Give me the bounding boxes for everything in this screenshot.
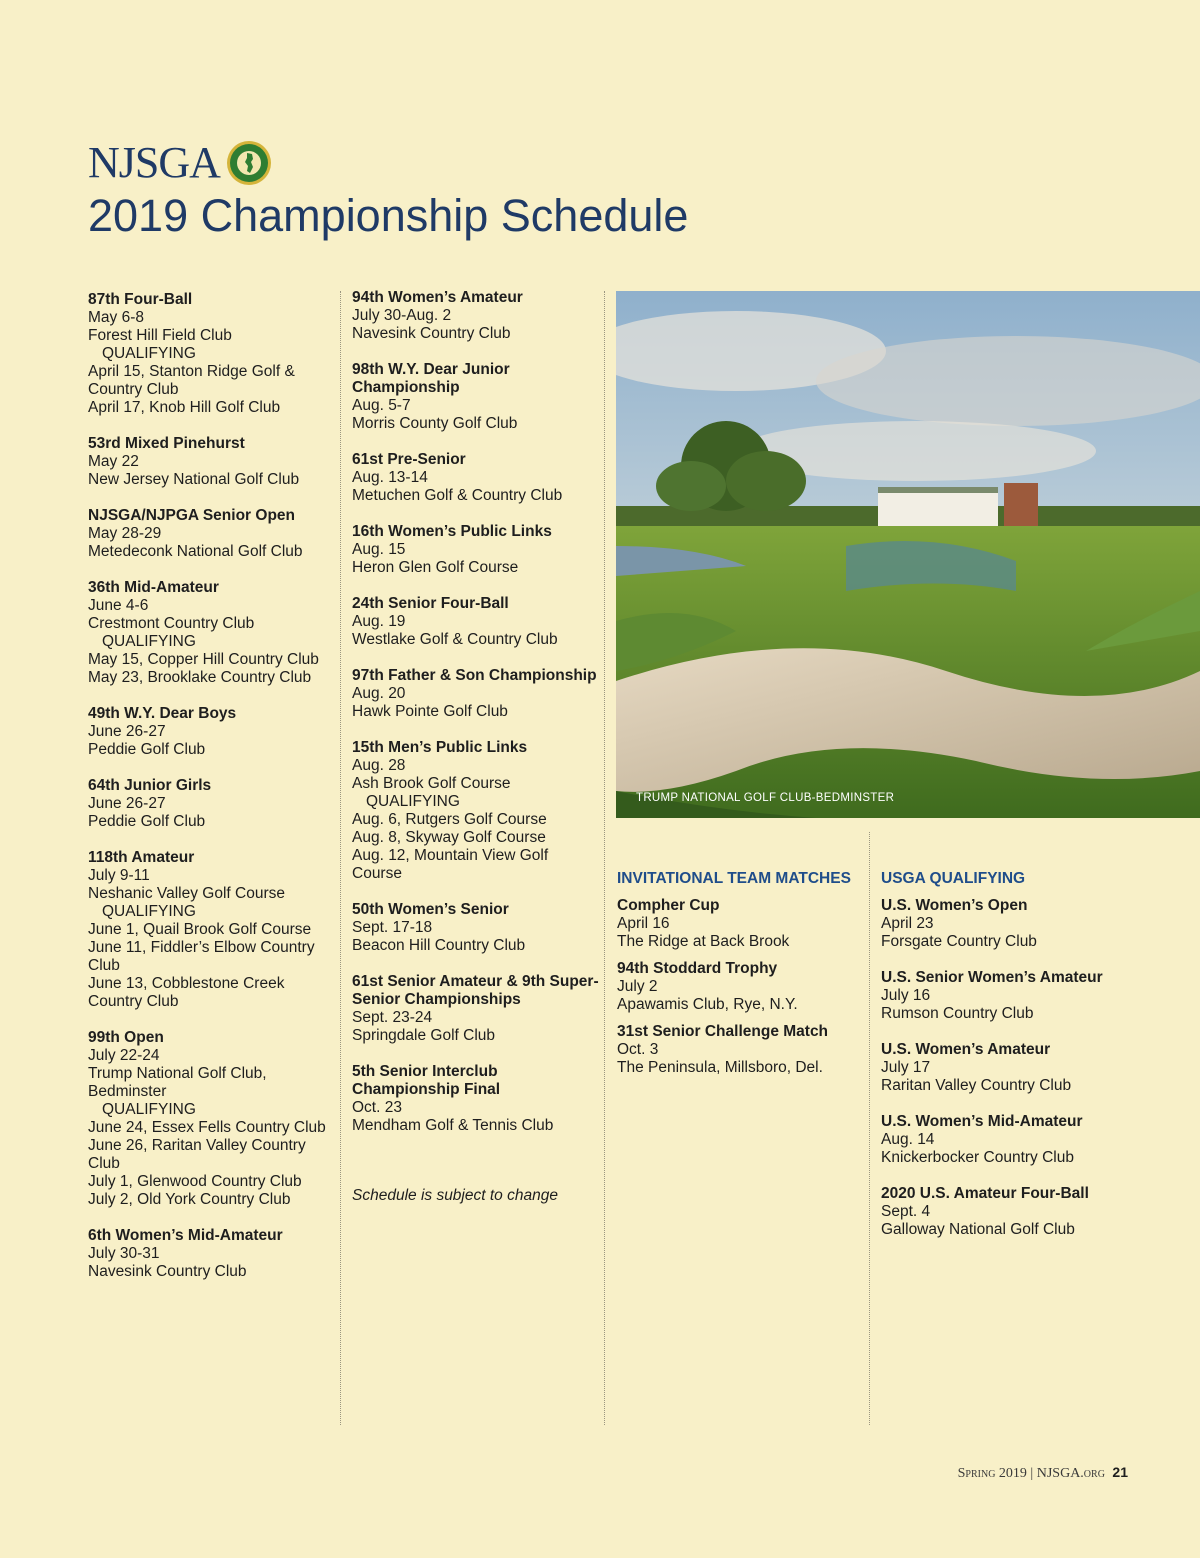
event-detail: July 17 bbox=[881, 1059, 931, 1076]
page-title: 2019 Championship Schedule bbox=[88, 190, 689, 241]
event-detail: April 23 bbox=[881, 915, 934, 932]
section-title: INVITATIONAL TEAM MATCHES bbox=[617, 870, 851, 887]
event-entry bbox=[352, 523, 600, 577]
site-label: NJSGA.org bbox=[1036, 1466, 1105, 1481]
event-entry bbox=[88, 579, 336, 687]
column-divider bbox=[340, 291, 341, 1425]
event-name: U.S. Senior Women’s Amateur bbox=[881, 969, 1103, 986]
event-detail: Sept. 4 bbox=[881, 1203, 931, 1220]
event-detail: Aug. 19 bbox=[352, 613, 406, 630]
event-name: 24th Senior Four-Ball bbox=[352, 595, 509, 612]
qualifying-site: June 24, Essex Fells Country Club bbox=[88, 1119, 326, 1136]
event-name: Compher Cup bbox=[617, 897, 720, 914]
event-entry bbox=[88, 849, 336, 1011]
event-detail: Knickerbocker Country Club bbox=[881, 1149, 1074, 1166]
event-detail: Aug. 5-7 bbox=[352, 397, 411, 414]
qualifying-site: June 11, Fiddler’s Elbow Country Club bbox=[88, 939, 315, 974]
event-detail: July 2 bbox=[617, 978, 658, 995]
schedule-column-1 bbox=[88, 291, 336, 1299]
event-entry bbox=[881, 1041, 1131, 1095]
event-detail: Aug. 20 bbox=[352, 685, 406, 702]
event-list bbox=[881, 897, 1131, 1239]
event-detail: Aug. 14 bbox=[881, 1131, 935, 1148]
event-list bbox=[617, 897, 857, 1077]
event-name: 6th Women’s Mid-Amateur bbox=[88, 1227, 283, 1244]
event-detail: Apawamis Club, Rye, N.Y. bbox=[617, 996, 798, 1013]
event-detail: June 26-27 bbox=[88, 795, 166, 812]
event-detail: May 28-29 bbox=[88, 525, 162, 542]
event-detail: Galloway National Golf Club bbox=[881, 1221, 1075, 1238]
event-entry bbox=[881, 1113, 1131, 1167]
event-detail: Rumson Country Club bbox=[881, 1005, 1034, 1022]
event-name: 50th Women’s Senior bbox=[352, 901, 509, 918]
invitational-column bbox=[617, 870, 857, 1086]
event-name: 64th Junior Girls bbox=[88, 777, 212, 794]
event-detail: Mendham Golf & Tennis Club bbox=[352, 1117, 554, 1134]
brand-name: NJSGA bbox=[88, 138, 220, 187]
event-detail: July 9-11 bbox=[88, 867, 150, 884]
event-entry bbox=[352, 289, 600, 343]
event-name: 61st Pre-Senior bbox=[352, 451, 466, 468]
event-detail: Aug. 13-14 bbox=[352, 469, 428, 486]
event-name: U.S. Women’s Amateur bbox=[881, 1041, 1051, 1058]
event-detail: June 26-27 bbox=[88, 723, 166, 740]
event-name: 94th Stoddard Trophy bbox=[617, 960, 778, 977]
event-name: NJSGA/NJPGA Senior Open bbox=[88, 507, 295, 524]
event-detail: July 30-Aug. 2 bbox=[352, 307, 452, 324]
qualifying-label: QUALIFYING bbox=[366, 793, 460, 810]
event-list bbox=[352, 289, 600, 1135]
event-name: 97th Father & Son Championship bbox=[352, 667, 597, 684]
event-entry bbox=[617, 1023, 857, 1077]
event-detail: Beacon Hill Country Club bbox=[352, 937, 526, 954]
event-detail: April 16 bbox=[617, 915, 670, 932]
event-entry bbox=[88, 507, 336, 561]
qualifying-site: April 17, Knob Hill Golf Club bbox=[88, 399, 281, 416]
event-detail: Westlake Golf & Country Club bbox=[352, 631, 558, 648]
qualifying-site: July 1, Glenwood Country Club bbox=[88, 1173, 302, 1190]
event-name: 2020 U.S. Amateur Four-Ball bbox=[881, 1185, 1089, 1202]
event-detail: Metuchen Golf & Country Club bbox=[352, 487, 563, 504]
qualifying-label: QUALIFYING bbox=[102, 903, 196, 920]
event-detail: Forsgate Country Club bbox=[881, 933, 1037, 950]
event-entry bbox=[88, 1029, 336, 1209]
event-detail: July 16 bbox=[881, 987, 931, 1004]
page-number: 21 bbox=[1112, 1464, 1128, 1480]
photo-caption: TRUMP NATIONAL GOLF CLUB-BEDMINSTER bbox=[636, 792, 895, 804]
event-name: 94th Women’s Amateur bbox=[352, 289, 523, 306]
event-name: U.S. Women’s Mid-Amateur bbox=[881, 1113, 1083, 1130]
event-entry bbox=[352, 667, 600, 721]
event-name: 99th Open bbox=[88, 1029, 164, 1046]
event-detail: Morris County Golf Club bbox=[352, 415, 518, 432]
event-entry bbox=[881, 897, 1131, 951]
event-name: 118th Amateur bbox=[88, 849, 195, 866]
event-name: 36th Mid-Amateur bbox=[88, 579, 219, 596]
event-entry bbox=[881, 1185, 1131, 1239]
event-detail: Oct. 23 bbox=[352, 1099, 402, 1116]
event-detail: The Peninsula, Millsboro, Del. bbox=[617, 1059, 823, 1076]
event-entry bbox=[88, 1227, 336, 1281]
event-detail: May 22 bbox=[88, 453, 139, 470]
event-entry bbox=[88, 777, 336, 831]
issue-label: Spring 2019 bbox=[957, 1466, 1027, 1481]
course-photo bbox=[616, 291, 1200, 818]
event-detail: June 4-6 bbox=[88, 597, 149, 614]
event-detail: Crestmont Country Club bbox=[88, 615, 255, 632]
usga-column bbox=[881, 870, 1131, 1257]
qualifying-label: QUALIFYING bbox=[102, 633, 196, 650]
footer-separator: | bbox=[1030, 1466, 1034, 1481]
event-detail: Neshanic Valley Golf Course bbox=[88, 885, 285, 902]
event-detail: Ash Brook Golf Course bbox=[352, 775, 511, 792]
event-detail: Navesink Country Club bbox=[352, 325, 511, 342]
event-entry bbox=[617, 897, 857, 951]
qualifying-site: June 26, Raritan Valley Country Club bbox=[88, 1137, 306, 1172]
event-detail: Forest Hill Field Club bbox=[88, 327, 232, 344]
event-name: 15th Men’s Public Links bbox=[352, 739, 528, 756]
event-entry bbox=[352, 1063, 600, 1135]
qualifying-site: June 13, Cobblestone Creek Country Club bbox=[88, 975, 285, 1010]
golf-course-image bbox=[616, 291, 1200, 818]
column-divider bbox=[869, 832, 870, 1425]
section-title: USGA QUALIFYING bbox=[881, 870, 1026, 887]
event-entry bbox=[352, 901, 600, 955]
event-entry bbox=[617, 960, 857, 1014]
event-detail: Aug. 15 bbox=[352, 541, 406, 558]
event-entry bbox=[352, 451, 600, 505]
event-detail: Sept. 17-18 bbox=[352, 919, 433, 936]
event-detail: May 6-8 bbox=[88, 309, 144, 326]
qualifying-site: Aug. 12, Mountain View Golf Course bbox=[352, 847, 549, 882]
event-name: 98th W.Y. Dear Junior Championship bbox=[352, 361, 510, 396]
event-detail: Springdale Golf Club bbox=[352, 1027, 496, 1044]
event-entry bbox=[88, 435, 336, 489]
event-name: 61st Senior Amateur & 9th Super-Senior Championships bbox=[352, 973, 599, 1008]
event-detail: Raritan Valley Country Club bbox=[881, 1077, 1072, 1094]
event-name: 5th Senior Interclub Championship Final bbox=[352, 1063, 501, 1098]
event-detail: Trump National Golf Club, Bedminster bbox=[88, 1065, 267, 1100]
qualifying-label: QUALIFYING bbox=[102, 345, 196, 362]
event-detail: The Ridge at Back Brook bbox=[617, 933, 790, 950]
event-detail: Peddie Golf Club bbox=[88, 813, 206, 830]
schedule-column-2 bbox=[352, 289, 600, 1205]
event-name: 49th W.Y. Dear Boys bbox=[88, 705, 237, 722]
qualifying-site: Aug. 6, Rutgers Golf Course bbox=[352, 811, 547, 828]
event-detail: New Jersey National Golf Club bbox=[88, 471, 300, 488]
schedule-note: Schedule is subject to change bbox=[352, 1187, 558, 1204]
event-detail: Navesink Country Club bbox=[88, 1263, 247, 1280]
event-detail: Metedeconk National Golf Club bbox=[88, 543, 303, 560]
column-divider bbox=[604, 291, 605, 1425]
qualifying-site: May 23, Brooklake Country Club bbox=[88, 669, 312, 686]
qualifying-label: QUALIFYING bbox=[102, 1101, 196, 1118]
event-name: 16th Women’s Public Links bbox=[352, 523, 552, 540]
event-entry bbox=[88, 291, 336, 417]
event-entry bbox=[352, 739, 600, 883]
page-footer bbox=[958, 1464, 1128, 1482]
njsga-seal-icon bbox=[226, 140, 272, 186]
qualifying-site: May 15, Copper Hill Country Club bbox=[88, 651, 319, 668]
event-entry bbox=[352, 361, 600, 433]
qualifying-site: July 2, Old York Country Club bbox=[88, 1191, 291, 1208]
event-entry bbox=[881, 969, 1131, 1023]
event-detail: Aug. 28 bbox=[352, 757, 406, 774]
event-entry bbox=[352, 595, 600, 649]
event-entry bbox=[88, 705, 336, 759]
qualifying-site: Aug. 8, Skyway Golf Course bbox=[352, 829, 546, 846]
qualifying-site: April 15, Stanton Ridge Golf & Country Club bbox=[88, 363, 295, 398]
event-detail: July 30-31 bbox=[88, 1245, 160, 1262]
event-detail: Oct. 3 bbox=[617, 1041, 659, 1058]
event-detail: Sept. 23-24 bbox=[352, 1009, 433, 1026]
njsga-logo bbox=[88, 138, 272, 188]
event-detail: Hawk Pointe Golf Club bbox=[352, 703, 508, 720]
event-detail: July 22-24 bbox=[88, 1047, 160, 1064]
event-entry bbox=[352, 973, 600, 1045]
event-detail: Peddie Golf Club bbox=[88, 741, 206, 758]
event-name: 53rd Mixed Pinehurst bbox=[88, 435, 245, 452]
event-name: 31st Senior Challenge Match bbox=[617, 1023, 829, 1040]
qualifying-site: June 1, Quail Brook Golf Course bbox=[88, 921, 312, 938]
event-name: 87th Four-Ball bbox=[88, 291, 193, 308]
event-detail: Heron Glen Golf Course bbox=[352, 559, 519, 576]
event-name: U.S. Women’s Open bbox=[881, 897, 1028, 914]
